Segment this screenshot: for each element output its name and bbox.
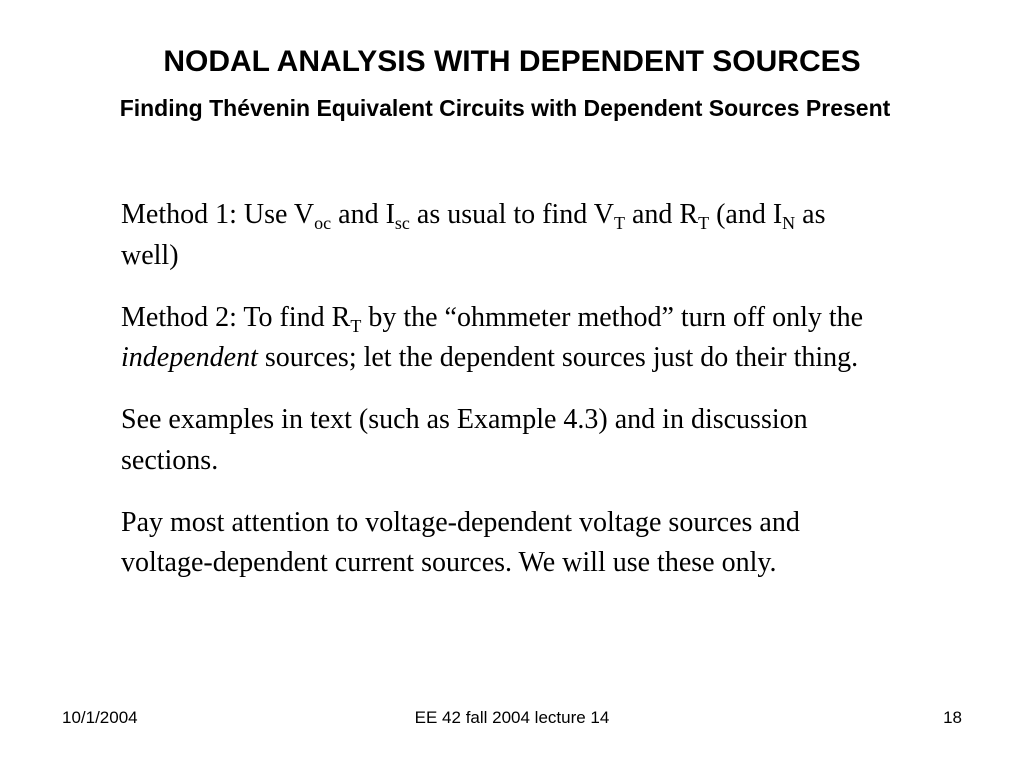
footer-course: EE 42 fall 2004 lecture 14 xyxy=(414,708,610,727)
method-2-paragraph xyxy=(121,298,881,379)
in-subscript: N xyxy=(782,213,796,233)
method-1-text: Method 1: Use V xyxy=(121,199,315,230)
independent-emphasis: independent xyxy=(121,342,258,373)
slide-title: NODAL ANALYSIS WITH DEPENDENT SOURCES xyxy=(163,45,861,78)
rt-subscript: T xyxy=(350,315,362,336)
method-1-text: (and I xyxy=(709,199,783,230)
examples-paragraph: See examples in text (such as Example 4.3) and in discussion sections. xyxy=(121,404,808,476)
voc-subscript: oc xyxy=(314,213,332,233)
footer-page-number: 18 xyxy=(943,708,962,727)
slide-subtitle: Finding Thévenin Equivalent Circuits with Dependent Sources Present xyxy=(119,95,891,121)
method-1-text: and R xyxy=(624,199,699,230)
rt-subscript: T xyxy=(698,213,710,233)
method-2-text: sources; let the dependent sources just do their thing. xyxy=(257,342,859,373)
method-1-text: and I xyxy=(331,199,395,230)
footer-date: 10/1/2004 xyxy=(62,708,138,727)
isc-subscript: sc xyxy=(394,213,410,233)
attention-paragraph: Pay most attention to voltage-dependent voltage sources and voltage-dependent current sources. We will use these only. xyxy=(121,506,800,578)
method-2-text: Method 2: To find R xyxy=(121,301,351,333)
method-1-text: as usual to find V xyxy=(409,199,614,230)
method-2-text: by the “ohmmeter method” turn off only the xyxy=(361,301,864,333)
slide-body xyxy=(121,195,881,605)
method-1-paragraph xyxy=(121,195,881,276)
method-1-text: as well) xyxy=(121,199,826,271)
vt-subscript: T xyxy=(613,213,625,233)
